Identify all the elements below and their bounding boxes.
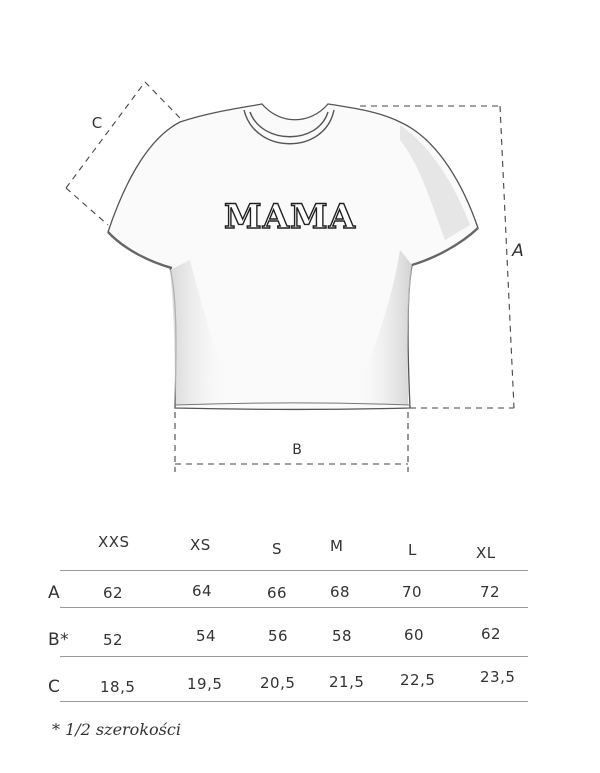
cell-c-s: 20,5	[260, 674, 296, 692]
cell-a-m: 68	[330, 583, 351, 601]
footnote: * 1/2 szerokości	[52, 720, 181, 739]
cell-a-xl: 72	[480, 583, 501, 601]
size-header-xxs: XXS	[98, 533, 130, 551]
cell-b-m: 58	[332, 627, 353, 645]
row-label-a: A	[48, 583, 61, 603]
size-header-xs: XS	[190, 536, 211, 554]
cell-c-l: 22,5	[400, 671, 436, 689]
label-c: C	[91, 114, 103, 132]
cell-a-xs: 64	[192, 582, 213, 600]
cell-b-xxs: 52	[103, 631, 124, 649]
table-divider	[60, 607, 528, 608]
mama-graphic: MAMA	[223, 197, 357, 237]
cell-b-xl: 62	[481, 625, 502, 643]
cell-c-m: 21,5	[329, 673, 365, 691]
cell-a-s: 66	[267, 584, 288, 602]
cell-c-xxs: 18,5	[100, 678, 136, 696]
table-divider	[60, 570, 528, 571]
cell-c-xl: 23,5	[480, 668, 516, 686]
cell-a-l: 70	[402, 583, 423, 601]
size-header-m: M	[330, 537, 344, 555]
cell-b-xs: 54	[196, 627, 217, 645]
size-header-xl: XL	[476, 544, 496, 562]
label-a: A	[512, 241, 524, 261]
cell-c-xs: 19,5	[187, 675, 223, 693]
cell-b-s: 56	[268, 627, 289, 645]
row-label-c: C	[48, 677, 61, 697]
table-divider	[60, 656, 528, 657]
cell-b-l: 60	[404, 626, 425, 644]
size-header-s: S	[272, 540, 283, 558]
label-b: B	[292, 442, 302, 458]
cell-a-xxs: 62	[103, 584, 124, 602]
table-divider	[60, 701, 528, 702]
row-label-b: B*	[48, 630, 70, 650]
size-header-l: L	[408, 541, 417, 559]
